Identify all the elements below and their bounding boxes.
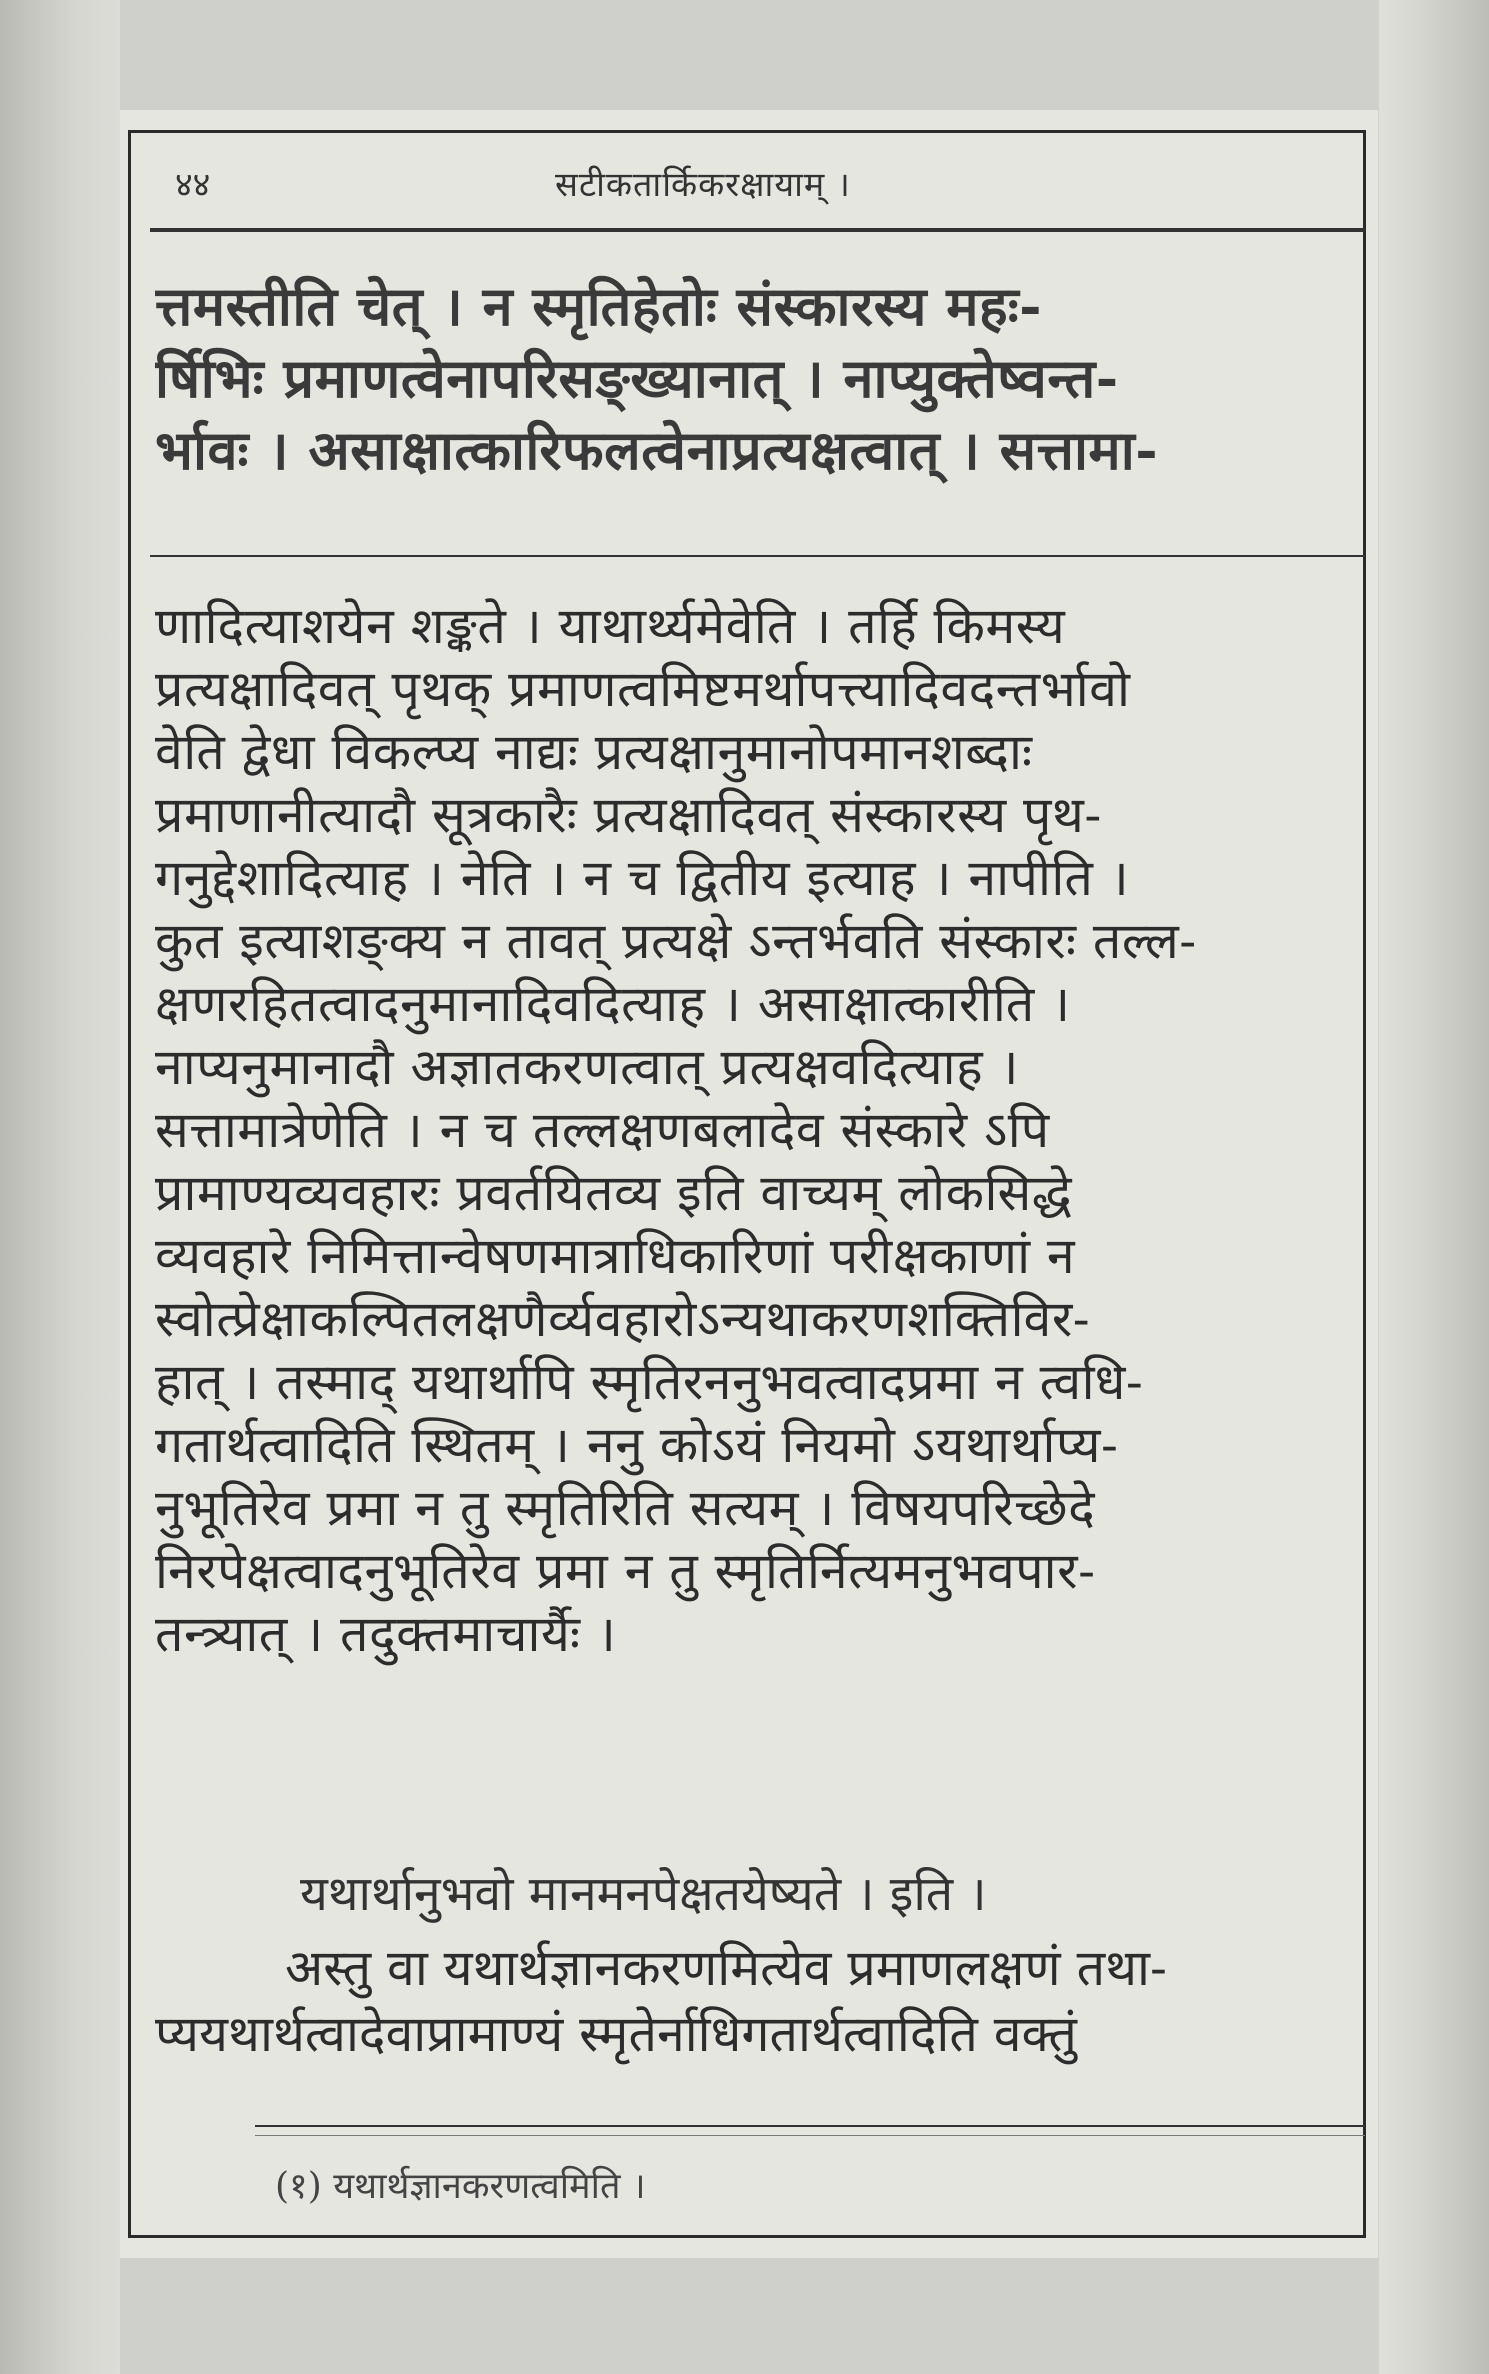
commentary-line: कुत इत्याशङ्क्य न तावत् प्रत्यक्षे ऽन्तर्भवति संस्कारः तल्ल- — [155, 912, 1197, 970]
commentary-line: नाप्यनुमानादौ अज्ञातकरणत्वात् प्रत्यक्षवदित्याह । — [155, 1038, 1019, 1096]
scan-margin-left — [0, 0, 120, 2374]
mula-line: त्तमस्तीति चेत् । न स्मृतिहेतोः संस्कारस्य महः- — [155, 274, 1043, 338]
commentary-line: सत्तामात्रेणेति । न च तल्लक्षणबलादेव संस्कारे ऽपि — [155, 1101, 1050, 1159]
page-header — [175, 160, 1365, 210]
footnote: (१) यथार्थज्ञानकरणत्वमिति । — [275, 2166, 646, 2207]
commentary-line: गतार्थत्वादिति स्थितम् । ननु कोऽयं नियमो ऽयथार्थाप्य- — [155, 1416, 1119, 1474]
mula-line: र्भावः । असाक्षात्कारिफलत्वेनाप्रत्यक्षत्वात् । सत्तामा- — [155, 418, 1159, 482]
mula-line: र्षिभिः प्रमाणत्वेनापरिसङ्ख्यानात् । नाप्युक्तेष्वन्त- — [155, 346, 1119, 410]
continuation-text — [155, 1935, 1365, 2067]
continuation-line: प्ययथार्थत्वादेवाप्रामाण्यं स्मृतेर्नाधिगतार्थत्वादिति वक्तुं — [155, 2005, 1077, 2063]
footnote-rule-thin — [255, 2135, 1365, 2136]
commentary-line: प्रामाण्यव्यवहारः प्रवर्तयितव्य इति वाच्यम् लोकसिद्धे — [155, 1164, 1073, 1222]
commentary-line: नुभूतिरेव प्रमा न तु स्मृतिरिति सत्यम् । विषयपरिच्छेदे — [155, 1479, 1096, 1537]
commentary-line: प्रमाणानीत्यादौ सूत्रकारैः प्रत्यक्षादिवत् संस्कारस्य पृथ- — [155, 786, 1102, 844]
quoted-verse: यथार्थानुभवो मानमनपेक्षतयेष्यते । इति । — [300, 1866, 987, 1922]
commentary-text — [155, 595, 1365, 1666]
commentary-line: तन्त्र्यात् । तदुक्तमाचार्यैः । — [155, 1605, 617, 1663]
continuation-line: अस्तु वा यथार्थज्ञानकरणमित्येव प्रमाणलक्षणं तथा- — [285, 1939, 1167, 1997]
commentary-line: निरपेक्षत्वादनुभूतिरेव प्रमा न तु स्मृतिर्नित्यमनुभवपार- — [155, 1542, 1096, 1600]
commentary-line: वेति द्वेधा विकल्प्य नाद्यः प्रत्यक्षानुमानोपमानशब्दाः — [155, 723, 1033, 781]
commentary-line: व्यवहारे निमित्तान्वेषणमात्राधिकारिणां परीक्षकाणां न — [155, 1227, 1076, 1285]
commentary-line: हात् । तस्माद् यथार्थापि स्मृतिरननुभवत्वादप्रमा न त्वधि- — [155, 1353, 1144, 1411]
footnote-rule — [255, 2125, 1365, 2127]
commentary-line: स्वोत्प्रेक्षाकल्पितलक्षणैर्व्यवहारोऽन्यथाकरणशक्तिविर- — [155, 1290, 1091, 1348]
running-head: सटीकतार्किकरक्षायाम् । — [555, 165, 851, 205]
commentary-line: गनुद्देशादित्याह । नेति । न च द्वितीय इत्याह । नापीति । — [155, 849, 1130, 907]
section-divider — [150, 555, 1365, 557]
page-number: ४४ — [175, 165, 211, 205]
commentary-line: णादित्याशयेन शङ्कते । याथार्थ्यमेवेति । तर्हि किमस्य — [155, 597, 1066, 655]
commentary-line: प्रत्यक्षादिवत् पृथक् प्रमाणत्वमिष्टमर्थापत्त्यादिवदन्तर्भावो — [155, 660, 1131, 718]
scan-margin-right — [1379, 0, 1489, 2374]
mula-text — [155, 270, 1365, 486]
header-rule — [150, 228, 1365, 232]
commentary-line: क्षणरहितत्वादनुमानादिवदित्याह । असाक्षात्कारीति । — [155, 975, 1071, 1033]
